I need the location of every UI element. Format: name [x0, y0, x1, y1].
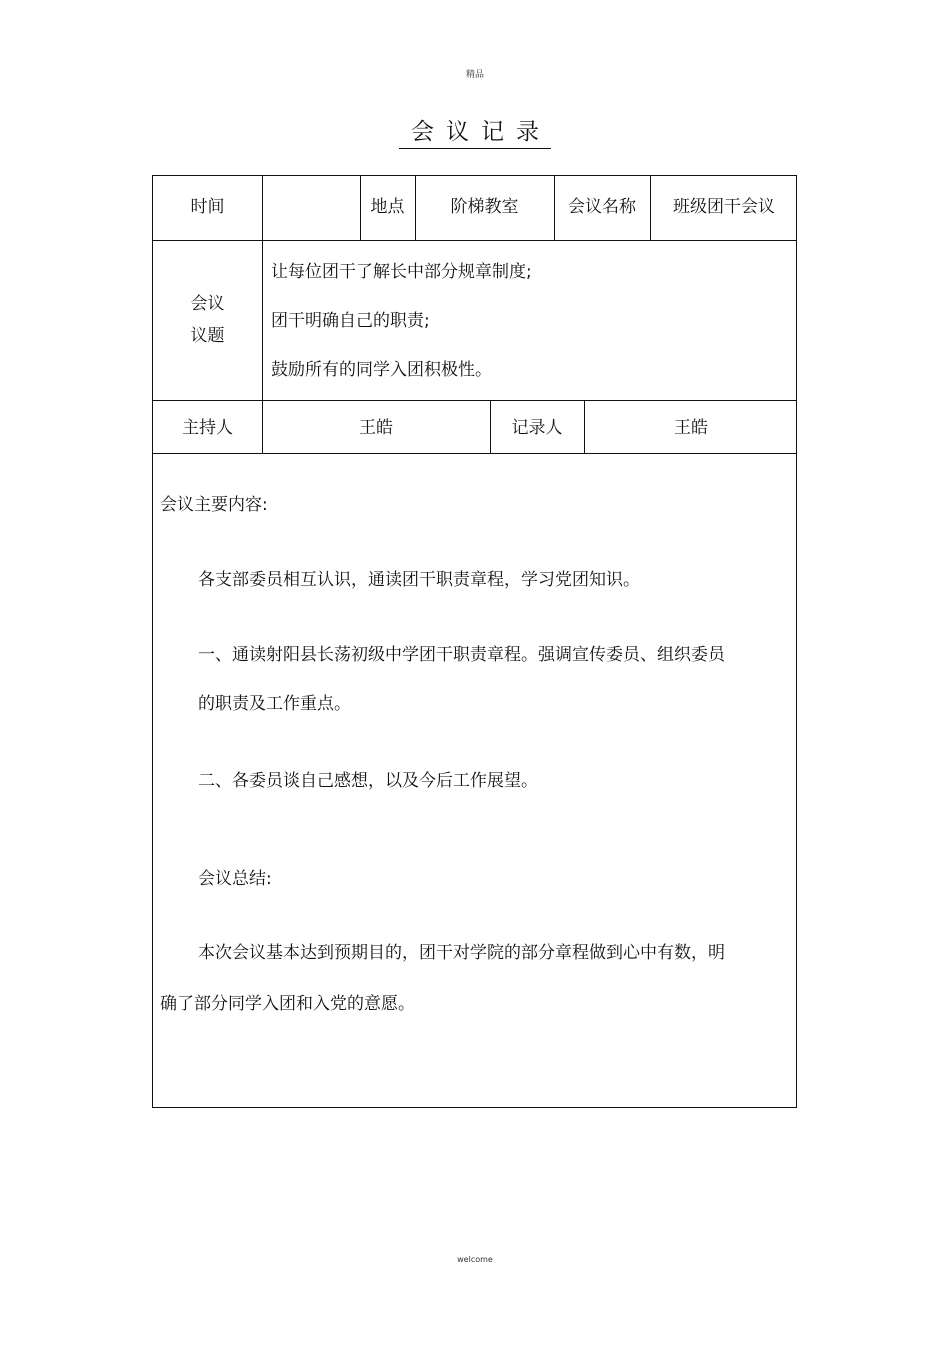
content-heading: 会议主要内容:	[160, 495, 268, 515]
host-value: 王皓	[359, 418, 393, 438]
time-label: 时间	[190, 197, 225, 217]
topic-item: 让每位团干了解长中部分规章制度;	[271, 262, 532, 282]
content-item-1-line1: 一、通读射阳县长荡初级中学团干职责章程。强调宣传委员、组织委员	[198, 645, 725, 665]
recorder-label: 记录人	[511, 418, 563, 438]
col-divider	[262, 176, 263, 240]
document-title: 会议记录	[399, 119, 551, 149]
topics-label-line2: 议题	[190, 326, 225, 346]
meeting-name-value: 班级团干会议	[673, 197, 775, 217]
content-item-2: 二、各委员谈自己感想，以及今后工作展望。	[198, 771, 538, 791]
host-label: 主持人	[182, 418, 233, 438]
header-mark: 精品	[465, 70, 484, 80]
row-divider	[153, 400, 796, 401]
topic-item: 鼓励所有的同学入团积极性。	[271, 360, 492, 380]
document-title-wrap	[0, 118, 950, 146]
meeting-record-table	[152, 175, 797, 1108]
row-divider	[153, 240, 796, 241]
content-paragraph: 各支部委员相互认识，通读团干职责章程，学习党团知识。	[198, 570, 640, 590]
place-value: 阶梯教室	[450, 197, 519, 217]
topic-item: 团干明确自己的职责;	[271, 311, 430, 331]
topics-label-line1: 会议	[190, 294, 225, 314]
col-divider	[262, 240, 263, 400]
place-label: 地点	[370, 197, 405, 217]
summary-heading: 会议总结:	[198, 869, 272, 889]
summary-line-1: 本次会议基本达到预期目的，团干对学院的部分章程做到心中有数，明	[198, 943, 725, 963]
meeting-name-label: 会议名称	[568, 197, 636, 217]
recorder-value: 王皓	[674, 418, 708, 438]
row-divider	[153, 453, 796, 454]
content-item-1-line2: 的职责及工作重点。	[198, 694, 351, 714]
summary-line-2: 确了部分同学入团和入党的意愿。	[160, 994, 415, 1014]
footer-mark: welcome	[457, 1255, 493, 1264]
